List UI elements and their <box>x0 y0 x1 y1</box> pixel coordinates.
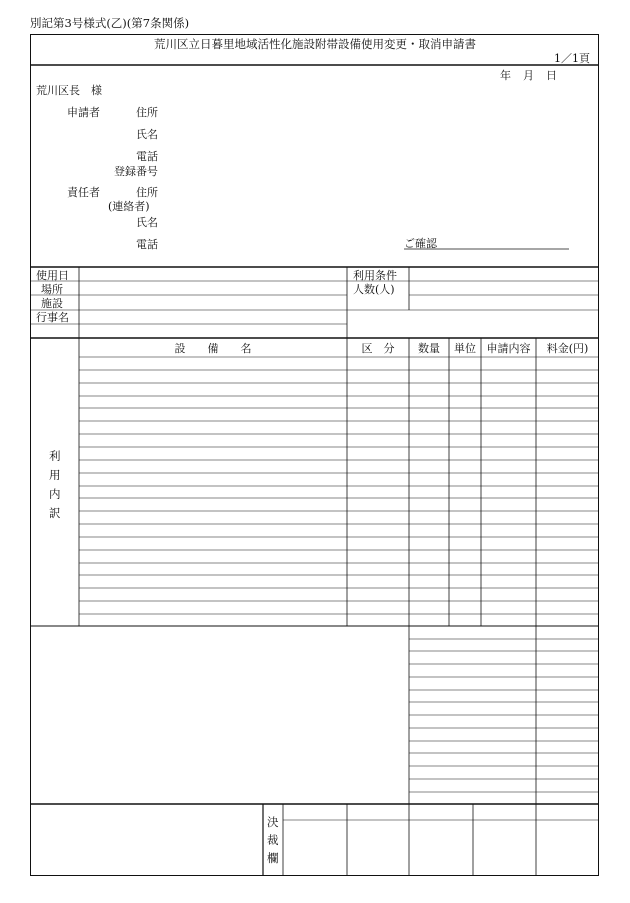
responsible-contact-label: (連絡者) <box>108 200 150 213</box>
responsible-phone-label: 電話 <box>136 238 158 251</box>
usage-side-label-1: 利 <box>49 449 61 463</box>
responsible-address-label: 住所 <box>136 186 158 199</box>
form-label: 別記第3号様式(乙)(第7条関係) <box>30 16 190 30</box>
form-title: 荒川区立日暮里地域活性化施設附帯設備使用変更・取消申請書 <box>154 37 476 51</box>
approval-label-1: 決 <box>267 815 279 829</box>
date-year-label: 年 <box>500 69 511 82</box>
usage-side-label-4: 訳 <box>49 506 61 520</box>
confirm-label: ご確認 <box>404 237 437 250</box>
applicant-reg-label: 登録番号 <box>114 165 158 178</box>
col-content-header: 申請内容 <box>486 342 531 355</box>
approval-label-3: 欄 <box>267 851 279 865</box>
date-month-label: 月 <box>523 69 534 82</box>
approval-label-2: 裁 <box>267 833 279 847</box>
col-quantity-header: 数量 <box>418 342 440 355</box>
usage-side-label-3: 内 <box>49 487 61 501</box>
applicant-name-label: 氏名 <box>136 128 158 141</box>
col-category-header: 区 分 <box>361 342 395 355</box>
event-name-label: 行事名 <box>36 311 69 324</box>
col-fee-header: 料金(円) <box>546 342 589 355</box>
facility-label: 施設 <box>41 297 63 310</box>
usage-side-label-2: 用 <box>49 468 61 482</box>
people-label: 人数(人) <box>353 283 395 296</box>
applicant-label: 申請者 <box>67 106 100 119</box>
responsible-name-label: 氏名 <box>136 216 158 229</box>
applicant-address-label: 住所 <box>136 106 158 119</box>
place-label: 場所 <box>41 283 63 296</box>
col-equipment-header: 設 備 名 <box>174 342 252 355</box>
date-day-label: 日 <box>546 69 557 82</box>
addressee: 荒川区長 様 <box>36 84 102 97</box>
col-unit-header: 単位 <box>454 342 476 355</box>
conditions-label: 利用条件 <box>353 269 397 282</box>
responsible-label: 責任者 <box>67 186 100 199</box>
use-date-label: 使用日 <box>36 269 69 282</box>
applicant-phone-label: 電話 <box>136 150 158 163</box>
page-number: 1／1頁 <box>554 52 590 65</box>
